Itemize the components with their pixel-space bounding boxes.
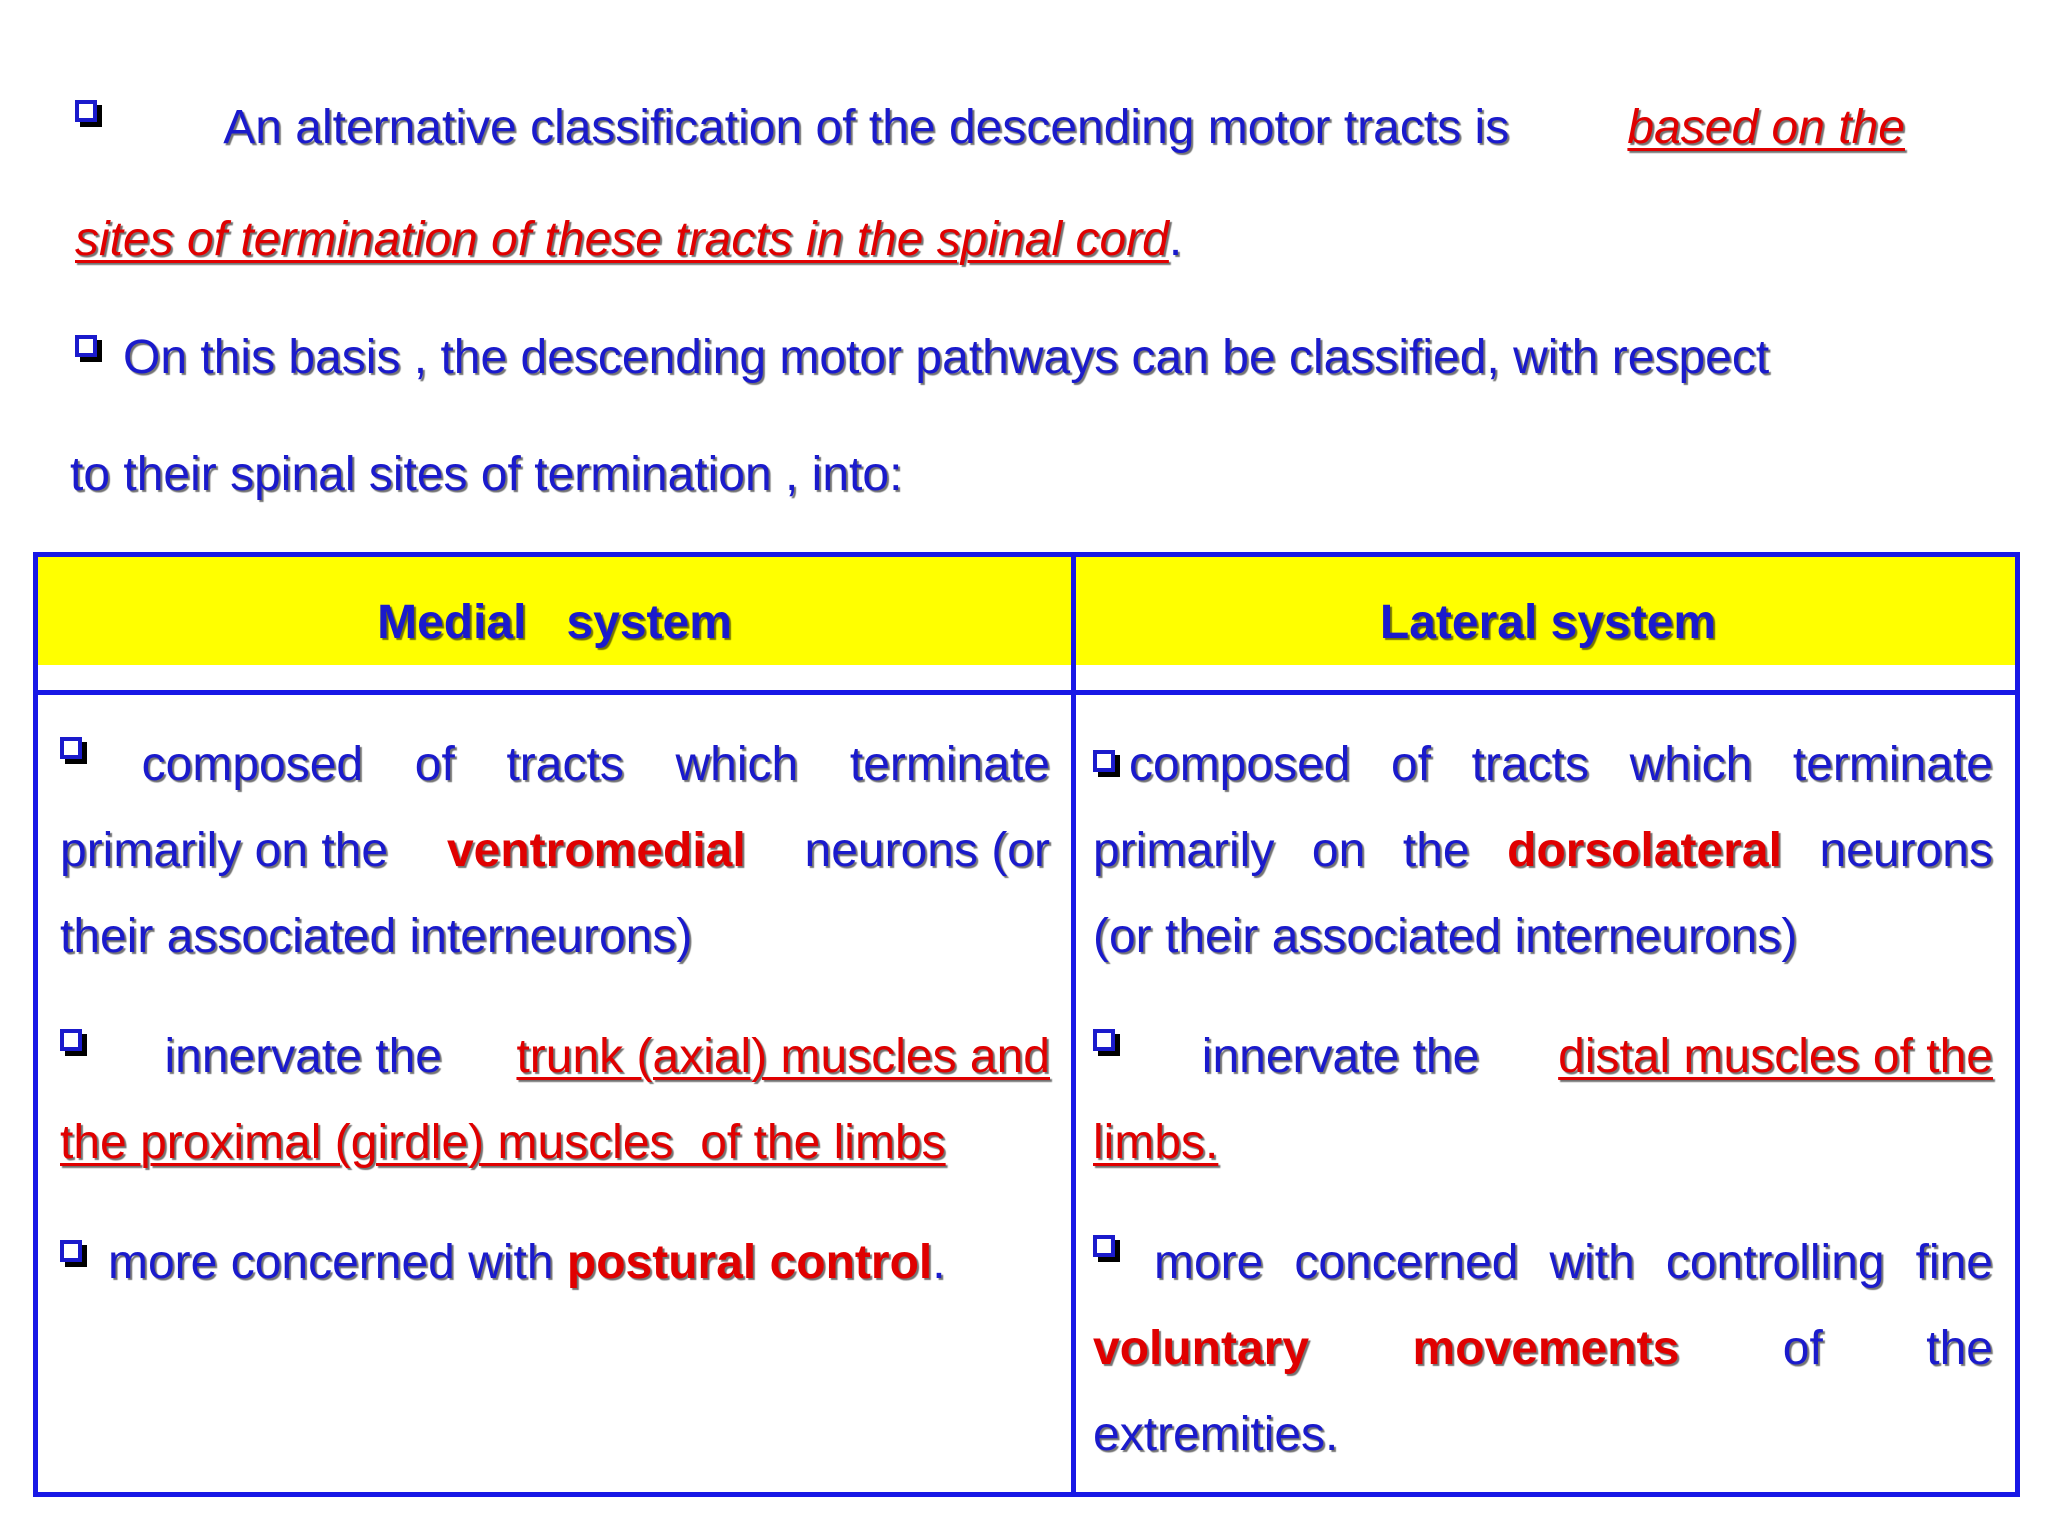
bullet-icon (60, 737, 90, 767)
medial-bullet-1-line-3: their associated interneurons) (60, 910, 693, 963)
comparison-table (33, 552, 2020, 1497)
lateral-bullet-3-line-2: voluntary movements of the (1093, 1322, 1993, 1375)
intro-line-1 (75, 100, 1905, 155)
medial-bullet-2-line-1: innervate the trunk (axial) muscles and (60, 1029, 1050, 1084)
table-header-rule (38, 690, 2015, 695)
lateral-bullet-3-line-3: extremities. (1093, 1408, 1339, 1461)
lateral-bullet-2-line-1: innervate the distal muscles of the (1093, 1029, 1993, 1084)
intro-line-4: to their spinal sites of termination , into: (70, 448, 903, 501)
bullet-icon (75, 100, 105, 130)
header-medial: Medial system (377, 596, 732, 649)
intro-line-3: On this basis , the descending motor pathways can be classified, with respect (75, 330, 1769, 385)
bullet-icon (75, 335, 105, 365)
header-lateral: Lateral system (1379, 596, 1717, 649)
bullet-icon (1093, 1029, 1123, 1059)
medial-bullet-1-line-1: composed of tracts which terminate (60, 737, 1050, 792)
lateral-bullet-1-line-3: (or their associated interneurons) (1093, 910, 1798, 963)
intro-emphasis: sites of termination of these tracts in the spinal cord (75, 213, 1169, 266)
bullet-icon (60, 1029, 90, 1059)
intro-text: An alternative classification of the descending motor tracts is (223, 101, 1510, 154)
medial-bullet-2-line-2: the proximal (girdle) muscles of the limbs (60, 1116, 946, 1169)
intro-line-2: sites of termination of these tracts in the spinal cord. (75, 213, 1183, 266)
lateral-bullet-1-line-2: primarily on the dorsolateral neurons (1093, 824, 1993, 877)
lateral-bullet-2-line-2: limbs. (1093, 1116, 1219, 1169)
intro-emphasis: based on the (1627, 101, 1905, 154)
bullet-icon (60, 1240, 90, 1270)
medial-bullet-1-line-2: primarily on the ventromedial neurons (or (60, 824, 1050, 877)
table-column-divider (1071, 557, 1076, 1492)
bullet-icon (1093, 750, 1123, 780)
bullet-icon (1093, 1235, 1123, 1265)
medial-bullet-3: more concerned with postural control. (60, 1235, 946, 1290)
lateral-bullet-1-line-1: composed of tracts which terminate (1093, 737, 1993, 792)
lateral-bullet-3-line-1: more concerned with controlling fine (1093, 1235, 1993, 1290)
